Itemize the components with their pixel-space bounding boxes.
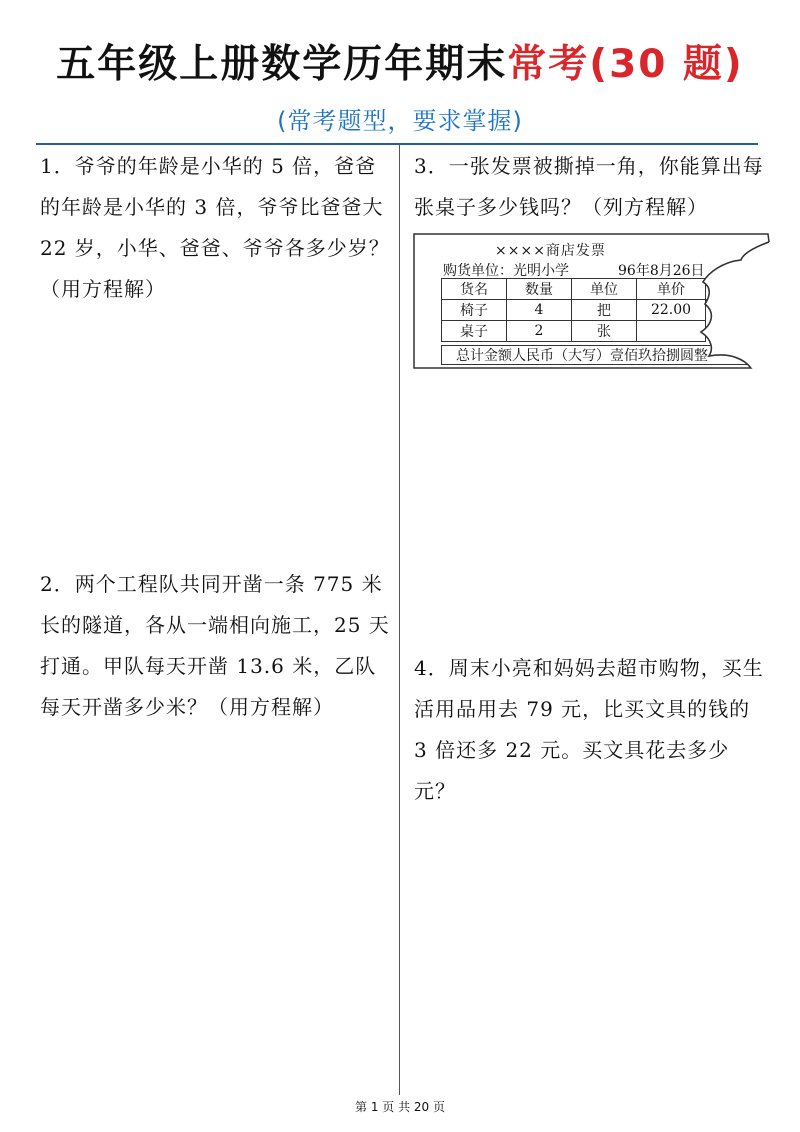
receipt-date: 96年8月26日 bbox=[618, 263, 705, 279]
table-cell: 22.00 bbox=[637, 300, 706, 321]
receipt-col-price: 单价 bbox=[637, 279, 706, 300]
table-cell: 桌子 bbox=[442, 321, 507, 342]
header-divider bbox=[36, 143, 758, 145]
table-cell: 把 bbox=[572, 300, 637, 321]
receipt-col-quantity: 数量 bbox=[507, 279, 572, 300]
table-cell: 椅子 bbox=[442, 300, 507, 321]
page-footer: 第 1 页 共 20 页 bbox=[355, 1100, 445, 1114]
question-4: 4．周末小亮和妈妈去超市购物，买生活用品用去 79 元，比买文具的钱的 3 倍还多 22 元。买文具花去多少元？ bbox=[414, 656, 764, 803]
torn-receipt bbox=[413, 232, 770, 372]
column-divider bbox=[399, 145, 400, 1095]
title-main: 五年级上册数学历年期末 bbox=[56, 42, 508, 87]
page-title bbox=[0, 40, 800, 90]
receipt-total: 总计金额人民币（大写）壹佰玖拾捌圆整 bbox=[441, 345, 751, 365]
table-cell: 张 bbox=[572, 321, 637, 342]
receipt-col-goods: 货名 bbox=[442, 279, 507, 300]
table-cell: 2 bbox=[507, 321, 572, 342]
question-1: 1．爷爷的年龄是小华的 5 倍，爸爸的年龄是小华的 3 倍，爷爷比爸爸大 22 岁，小华、爸爸、爷爷各多少岁？（用方程解） bbox=[40, 154, 390, 301]
receipt-title: ××××商店发票 bbox=[495, 243, 606, 259]
tear-mask bbox=[413, 232, 770, 372]
page-subtitle: (常考题型，要求掌握) bbox=[277, 107, 523, 135]
receipt-buyer: 购货单位：光明小学 bbox=[443, 263, 569, 279]
receipt-col-unit: 单位 bbox=[572, 279, 637, 300]
title-highlight: 常考(30 题) bbox=[507, 42, 744, 87]
question-3: 3．一张发票被撕掉一角，你能算出每张桌子多少钱吗？（列方程解） bbox=[414, 154, 764, 219]
question-2: 2．两个工程队共同开凿一条 775 米长的隧道，各从一端相向施工，25 天打通。甲队每天开凿 13.6 米，乙队每天开凿多少米？（用方程解） bbox=[40, 572, 390, 719]
table-cell: 4 bbox=[507, 300, 572, 321]
